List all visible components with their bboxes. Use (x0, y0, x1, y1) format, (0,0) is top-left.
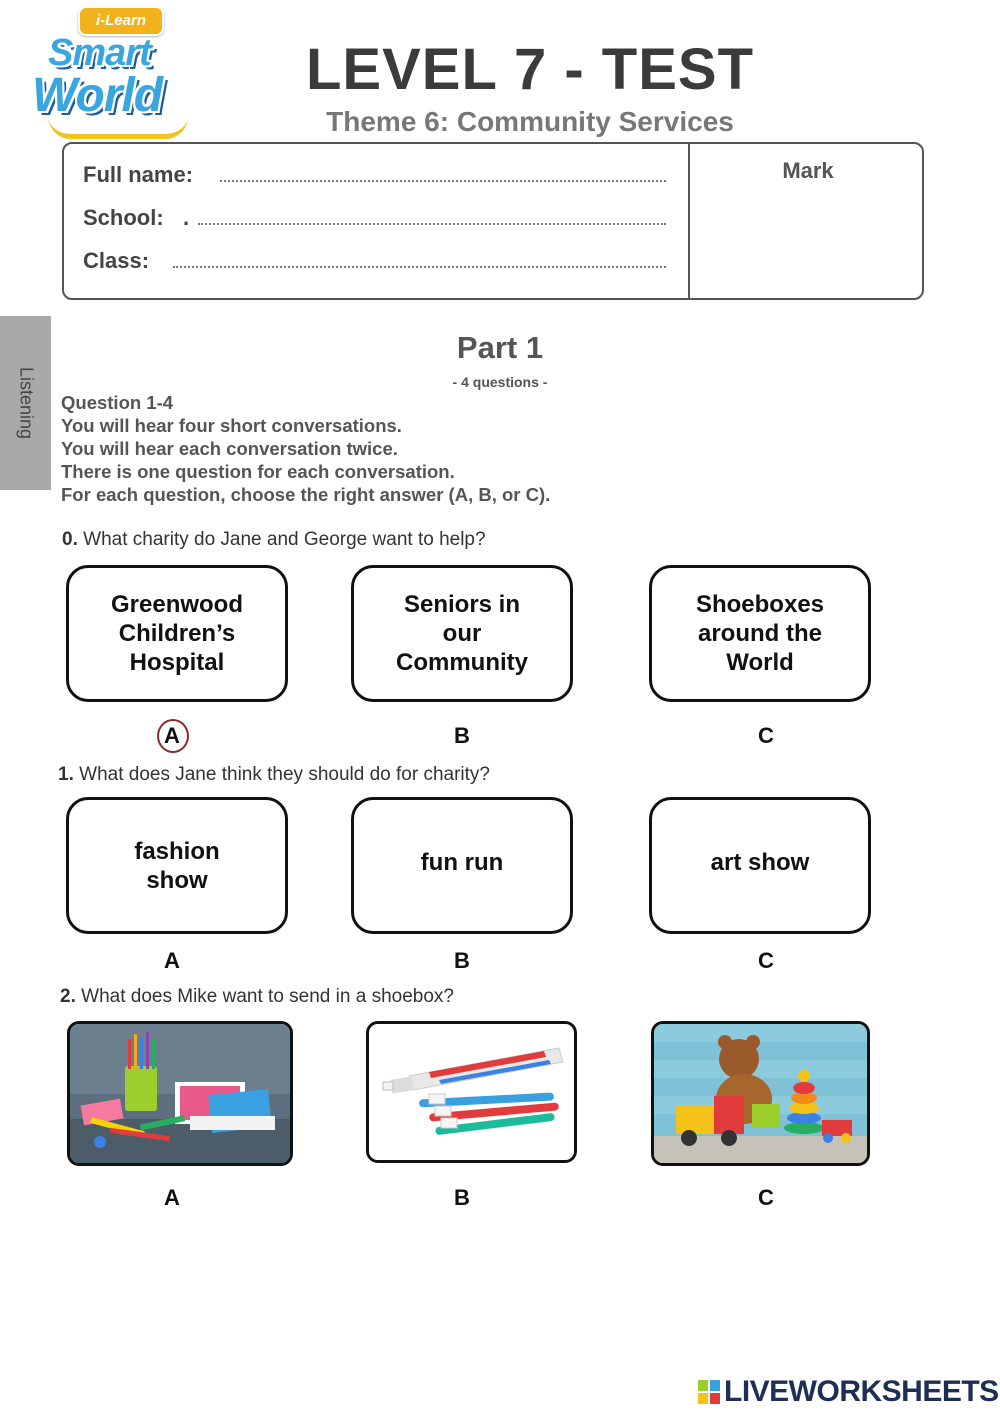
class-label: Class: (83, 248, 150, 273)
option-text: Seniors in our Community (396, 591, 528, 676)
option-text: fashion show (134, 837, 220, 894)
school-dot: . (183, 205, 190, 230)
q0-letter-c[interactable]: C (758, 723, 774, 748)
class-field[interactable] (173, 266, 666, 268)
q1-letter-c[interactable]: C (758, 948, 774, 973)
option-text: fun run (420, 849, 504, 876)
q1-letter-a[interactable]: A (164, 948, 180, 973)
q1-option-c[interactable] (649, 797, 871, 934)
question-text: What does Mike want to send in a shoebox? (81, 986, 454, 1007)
q1-option-b[interactable] (351, 797, 573, 934)
q1-letter-b[interactable]: B (454, 948, 470, 973)
mark-field[interactable] (692, 190, 922, 296)
listening-side-tab (0, 316, 51, 490)
question-2 (60, 986, 454, 1008)
toys-image (654, 1024, 867, 1163)
liveworksheets-logo-icon (698, 1380, 720, 1404)
side-tab-label: Listening (16, 366, 36, 440)
logo-smart-text: Smart (48, 32, 151, 74)
option-text: Shoeboxes around the World (695, 591, 825, 676)
theme-subtitle: Theme 6: Community Services (326, 106, 734, 137)
part-title: Part 1 (456, 330, 544, 365)
instruction-line: Question 1-4 (61, 392, 174, 413)
page-title: LEVEL 7 - TEST (305, 37, 754, 102)
part-subtitle: - 4 questions - (452, 374, 548, 390)
smart-world-logo (28, 4, 203, 139)
question-0 (62, 529, 486, 551)
question-number: 0. (62, 529, 78, 550)
instruction-line: For each question, choose the right answer (A, B, or C). (61, 484, 551, 505)
logo-swoosh (48, 116, 188, 139)
full-name-label: Full name: (83, 162, 194, 187)
q0-letter-a[interactable]: A (164, 723, 180, 748)
instruction-line: You will hear four short conversations. (61, 415, 402, 436)
q0-option-b[interactable] (351, 565, 573, 702)
school-field[interactable] (198, 223, 666, 225)
logo-world-text: World (32, 69, 163, 122)
question-number: 1. (58, 764, 74, 785)
option-text: art show (710, 849, 810, 876)
q2-option-c[interactable] (651, 1021, 870, 1166)
instruction-line: There is one question for each conversation. (61, 461, 455, 482)
logo-ilearn-badge: i-Learn (78, 6, 164, 36)
school-label: School: (83, 205, 164, 230)
question-text: What does Jane think they should do for charity? (79, 764, 490, 785)
question-text: What charity do Jane and George want to help? (83, 529, 486, 550)
school-supplies-image (70, 1024, 290, 1163)
q0-letter-b[interactable]: B (454, 723, 470, 748)
q2-option-b[interactable] (366, 1021, 577, 1163)
toothbrushes-toothpaste-image (369, 1024, 574, 1160)
option-text: Greenwood Children’s Hospital (110, 591, 243, 676)
q2-letter-a[interactable]: A (164, 1185, 180, 1210)
q1-option-a[interactable] (66, 797, 288, 934)
full-name-field[interactable] (220, 180, 666, 182)
q0-option-a[interactable] (66, 565, 288, 702)
q0-option-c[interactable] (649, 565, 871, 702)
q2-letter-b[interactable]: B (454, 1185, 470, 1210)
q2-letter-c[interactable]: C (758, 1185, 774, 1210)
q2-option-a[interactable] (67, 1021, 293, 1166)
instruction-line: You will hear each conversation twice. (61, 438, 398, 459)
liveworksheets-brand[interactable]: LIVEWORKSHEETS (724, 1375, 999, 1408)
mark-label: Mark (782, 158, 834, 183)
question-1 (58, 764, 490, 786)
question-number: 2. (60, 986, 76, 1007)
